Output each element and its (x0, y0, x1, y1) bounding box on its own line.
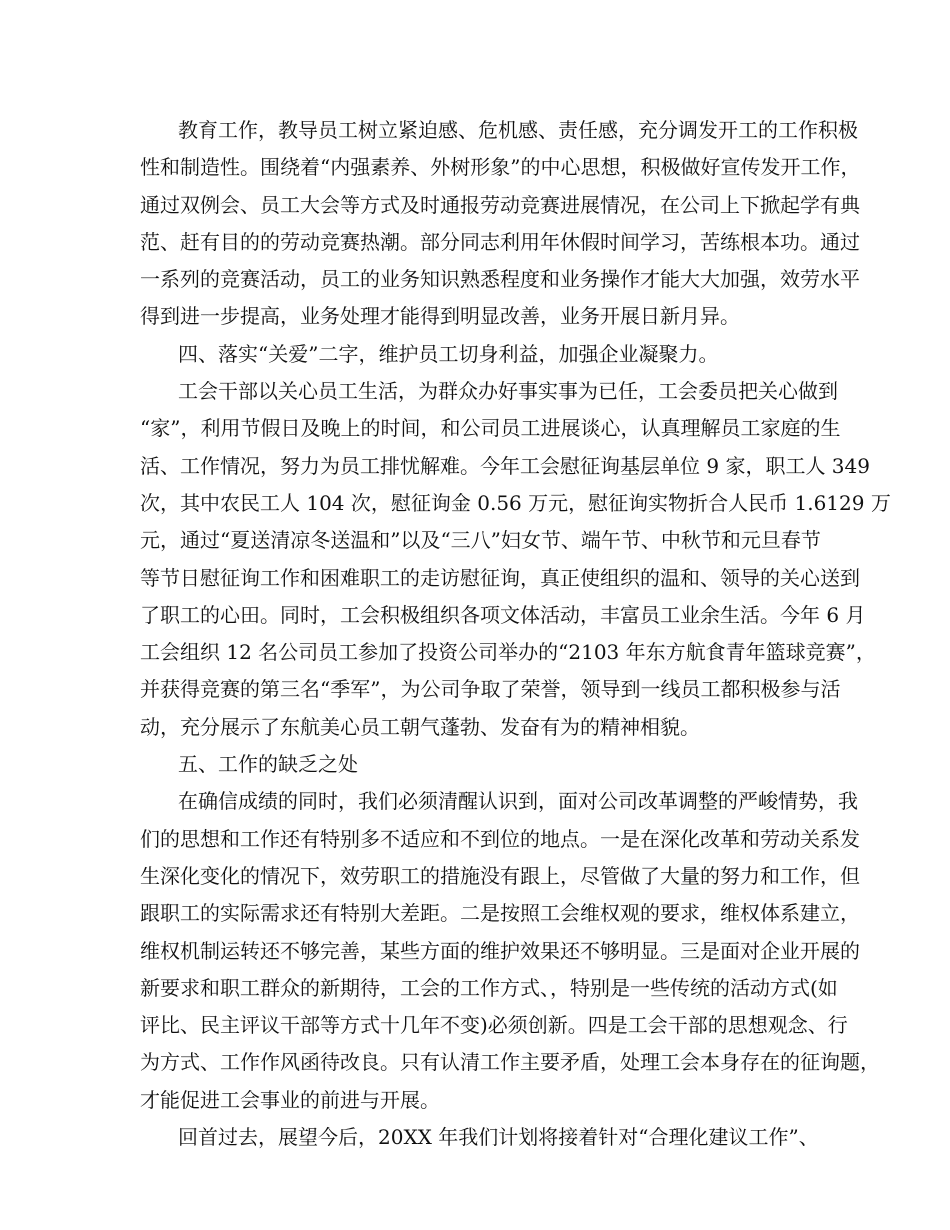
text-line: 五、工作的缺乏之处 (178, 752, 358, 777)
text-line: 等节日慰征询工作和困难职工的走访慰征询，真正使组织的温和、领导的关心送到 (140, 565, 860, 590)
text-line: 维权机制运转还不够完善，某些方面的维护效果还不够明显。三是面对企业开展的 (140, 938, 860, 963)
text-line: 新要求和职工群众的新期待，工会的工作方式、，特别是一些传统的活动方式(如 (140, 975, 838, 1000)
text-line: 生深化变化的情况下，效劳职工的措施没有跟上，尽管做了大量的努力和工作，但 (140, 863, 860, 888)
text-line: 次，其中农民工人 104 次，慰征询金 0.56 万元，慰征询实物折合人民币 1.6129 万 (140, 490, 891, 515)
text-line: 四、落实“关爱”二字，维护员工切身利益，加强企业凝聚力。 (178, 341, 719, 366)
text-line: 动，充分展示了东航美心员工朝气蓬勃、发奋有为的精神相貌。 (140, 714, 700, 739)
text-line: 工会组织 12 名公司员工参加了投资公司举办的“2103 年东方航食青年篮球竞赛”， (140, 640, 876, 665)
text-line: 为方式、工作作风函待改良。只有认清工作主要矛盾，处理工会本身存在的征询题， (140, 1050, 880, 1075)
text-line: 工会干部以关心员工生活，为群众办好事实事为已任，工会委员把关心做到 (178, 379, 838, 404)
text-line: 在确信成绩的同时，我们必须清醒认识到，面对公司改革调整的严峻情势，我 (178, 789, 858, 814)
document-body (140, 112, 891, 1156)
text-line: 们的思想和工作还有特别多不适应和不到位的地点。一是在深化改革和劳动关系发 (140, 826, 860, 851)
text-line: 跟职工的实际需求还有特别大差距。二是按照工会维权观的要求，维权体系建立， (140, 901, 860, 926)
text-line: 评比、民主评议干部等方式十几年不变)必须创新。四是工会干部的思想观念、行 (140, 1013, 848, 1038)
text-line: 回首过去，展望今后，20XX 年我们计划将接着针对“合理化建议工作”、 (178, 1125, 819, 1150)
text-line: 范、赶有目的的劳动竞赛热潮。部分同志利用年休假时间学习，苦练根本功。通过 (140, 229, 860, 254)
text-line: 得到进一步提高，业务处理才能得到明显改善，业务开展日新月异。 (140, 304, 740, 329)
text-line: 元，通过“夏送清凉冬送温和”以及“三八”妇女节、端午节、中秋节和元旦春节 (140, 528, 821, 553)
text-line: 性和制造性。围绕着“内强素养、外树形象”的中心思想，积极做好宣传发开工作， (140, 155, 861, 180)
text-line: 并获得竞赛的第三名“季军”，为公司争取了荣誉，领导到一线员工都积极参与活 (140, 677, 841, 702)
text-line: 教育工作，教导员工树立紧迫感、危机感、责任感，充分调发开工的工作积极 (178, 118, 858, 142)
text-line: 通过双例会、员工大会等方式及时通报劳动竞赛进展情况，在公司上下掀起学有典 (140, 192, 860, 217)
text-line: 才能促进工会事业的前进与开展。 (140, 1087, 440, 1112)
text-line: 一系列的竞赛活动，员工的业务知识熟悉程度和业务操作才能大大加强，效劳水平 (140, 267, 860, 292)
text-line: 了职工的心田。同时，工会积极组织各项文体活动，丰富员工业余生活。今年 6 月 (140, 602, 866, 627)
text-line: 活、工作情况，努力为员工排忧解难。今年工会慰征询基层单位 9 家，职工人 349 (140, 453, 870, 478)
text-line: “家”，利用节假日及晚上的时间，和公司员工进展谈心，认真理解员工家庭的生 (140, 416, 841, 441)
